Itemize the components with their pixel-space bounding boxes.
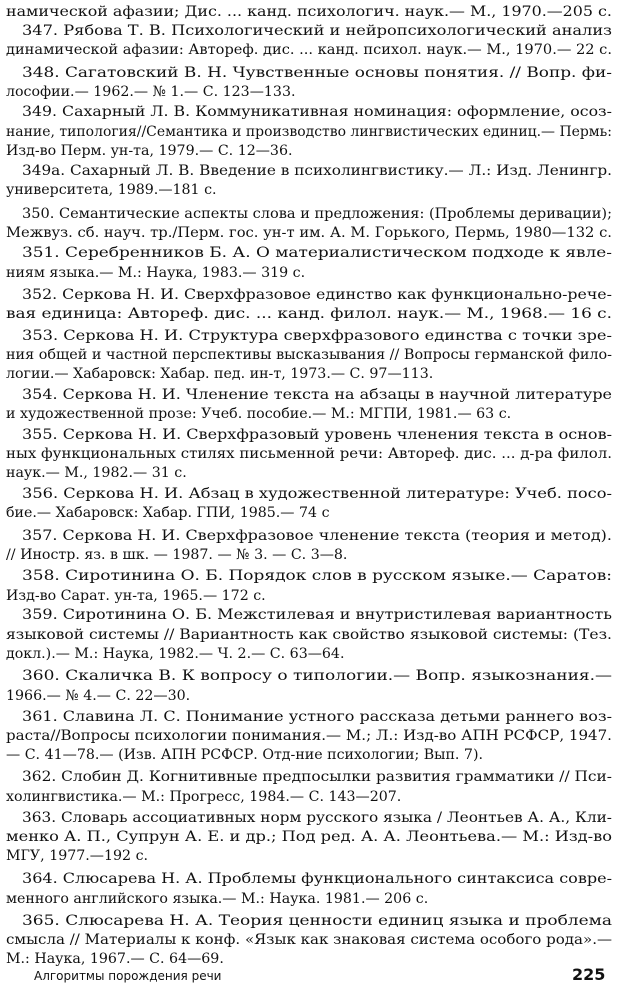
line-text: 360. Скаличка В. К вопросу о типологии.— Вопр. языкознания.— [22,668,613,684]
entry-line [0,223,620,243]
line-text: ния общей и частной перспективы высказывания // Вопросы германской фило- [6,347,612,363]
entry-line [0,122,620,142]
line-text: вая единица: Автореф. дис. ... канд. филол. наук.— М., 1968.— 16 с. [6,306,612,322]
entry-line [0,2,620,22]
entry-first-line [0,666,620,686]
line-text: 1966.— № 4.— С. 22—30. [6,688,191,704]
entry-first-line [0,869,620,889]
line-text: 351. Серебренников Б. А. О материалистическом подходе к явле- [22,245,612,261]
entry-line [0,827,620,847]
line-text: и художественной прозе: Учеб. пособие.— М.: МГПИ, 1981.— 63 с. [6,406,512,422]
entry-line [0,82,620,102]
entry-line [0,686,620,706]
entry-first-line [0,385,620,405]
entry-line [0,404,620,424]
entry-line [0,745,620,765]
line-text: намической афазии; Дис. ... канд. психологич. наук.— М., 1970.—205 с. [6,4,612,20]
line-text: 353. Серкова Н. И. Структура сверхфразового единства с точки зре- [22,328,612,344]
entry-first-line [0,243,620,263]
running-title: Алгоритмы порождения речи [34,969,222,983]
line-text: менного английского языка.— М.: Наука. 1981.— 206 с. [6,891,429,907]
entry-line [0,846,620,866]
entry-line [0,787,620,807]
line-text: ниям языка.— М.: Наука, 1983.— 319 с. [6,265,306,281]
entry-line [0,726,620,746]
entry-line [0,40,620,60]
line-text: бие.— Хабаровск: Хабар. ГПИ, 1985.— 74 с [6,505,330,521]
entry-first-line [0,767,620,787]
entry-line [0,444,620,464]
entry-line [0,889,620,909]
line-text: 362. Слобин Д. Когнитивные предпосылки развития грамматики // Пси- [22,769,612,785]
line-text: 355. Серкова Н. И. Сверхфразовый уровень членения текста в основ- [22,427,613,443]
entry-first-line [0,425,620,445]
entry-line [0,625,620,645]
entry-first-line [0,204,620,224]
entry-line [0,930,620,950]
line-text: 348. Сагатовский В. Н. Чувственные основы понятия. // Вопр. фи- [22,65,612,81]
entry-first-line [0,285,620,305]
page-number: 225 [572,965,606,984]
line-text: 365. Слюсарева Н. А. Теория ценности единиц языка и проблема [22,913,612,929]
line-text: МГУ, 1977.—192 с. [6,848,149,864]
line-text: 358. Сиротинина О. Б. Порядок слов в русском языке.— Саратов: [22,568,613,584]
line-text: 347. Рябова Т. В. Психологический и нейропсихологический анализ [22,23,612,39]
entry-first-line [0,161,620,181]
line-text: Изд-во Перм. ун-та, 1979.— С. 12—36. [6,143,293,159]
line-text: холингвистика.— М.: Прогресс, 1984.— С. 143—207. [6,789,402,805]
entry-line [0,503,620,523]
entry-line [0,463,620,483]
entry-first-line [0,911,620,931]
line-text: логии.— Хабаровск: Хабар. пед. ин-т, 1973.— С. 97—113. [6,366,434,382]
line-text: смысла // Материалы к конф. «Язык как знаковая система особого рода».— [6,932,612,948]
entry-first-line [0,63,620,83]
entry-line [0,364,620,384]
line-text: 357. Серкова Н. И. Сверхфразовое членение текста (теория и метод). [22,528,612,544]
line-text: Изд-во Сарат. ун-та, 1965.— 172 с. [6,588,266,604]
entry-first-line [0,605,620,625]
line-text: Межвуз. сб. науч. тр./Перм. гос. ун-т им. А. М. Горького, Пермь, 1980—132 с. [6,225,612,241]
entry-first-line [0,21,620,41]
entry-first-line [0,484,620,504]
line-text: лософии.— 1962.— № 1.— С. 123—133. [6,84,296,100]
entry-first-line [0,808,620,828]
line-text: 352. Серкова Н. И. Сверхфразовое единство как функционально-рече- [22,287,612,303]
line-text: 359. Сиротинина О. Б. Межстилевая и внутристилевая вариантность [22,607,612,623]
line-text: 364. Слюсарева Н. А. Проблемы функционального синтаксиса совре- [22,871,613,887]
line-text: нание, типология//Семантика и производство лингвистических единиц.— Пермь: [6,124,612,140]
line-text: М.: Наука, 1967.— С. 64—69. [6,951,224,967]
entry-first-line [0,566,620,586]
line-text: университета, 1989.—181 с. [6,182,217,198]
line-text: 356. Серкова Н. И. Абзац в художественной литературе: Учеб. посо- [22,486,612,502]
entry-line [0,545,620,565]
line-text: 350. Семантические аспекты слова и предложения: (Проблемы деривации); [22,206,612,222]
entry-line [0,345,620,365]
entry-line [0,141,620,161]
entry-line [0,644,620,664]
entry-line [0,586,620,606]
line-text: 361. Славина Л. С. Понимание устного рассказа детьми раннего воз- [22,709,613,725]
entry-first-line [0,707,620,727]
line-text: 349а. Сахарный Л. В. Введение в психолингвистику.— Л.: Изд. Ленингр. [22,163,612,179]
line-text: ных функциональных стилях письменной речи: Автореф. дис. ... д-ра филол. [6,446,612,462]
line-text: 349. Сахарный Л. В. Коммуникативная номинация: оформление, осоз- [22,104,612,120]
entry-line [0,949,620,969]
entry-line [0,180,620,200]
line-text: динамической афазии: Автореф. дис. ... канд. психол. наук.— М., 1970.— 22 с. [6,42,612,58]
line-text: раста//Вопросы психологии понимания.— М.; Л.: Изд-во АПН РСФСР, 1947. [6,728,612,744]
entry-first-line [0,102,620,122]
line-text: — С. 41—78.— (Изв. АПН РСФСР. Отд-ние психологии; Вып. 7). [6,747,484,763]
line-text: 354. Серкова Н. И. Членение текста на абзацы в научной литературе [22,387,613,403]
line-text: 363. Словарь ассоциативных норм русского языка / Леонтьев А. А., Кли- [22,810,612,826]
line-text: менко А. П., Супрун А. Е. и др.; Под ред. А. А. Леонтьева.— М.: Изд-во [6,829,613,845]
entry-first-line [0,326,620,346]
entry-first-line [0,526,620,546]
entry-line [0,263,620,283]
line-text: языковой системы // Вариантность как свойство языковой системы: (Тез. [6,627,612,643]
line-text: // Иностр. яз. в шк. — 1987. — № 3. — С. 3—8. [6,547,348,563]
entry-line [0,304,620,324]
line-text: докл.).— М.: Наука, 1982.— Ч. 2.— С. 63—64. [6,646,345,662]
line-text: наук.— М., 1982.— 31 с. [6,465,187,481]
